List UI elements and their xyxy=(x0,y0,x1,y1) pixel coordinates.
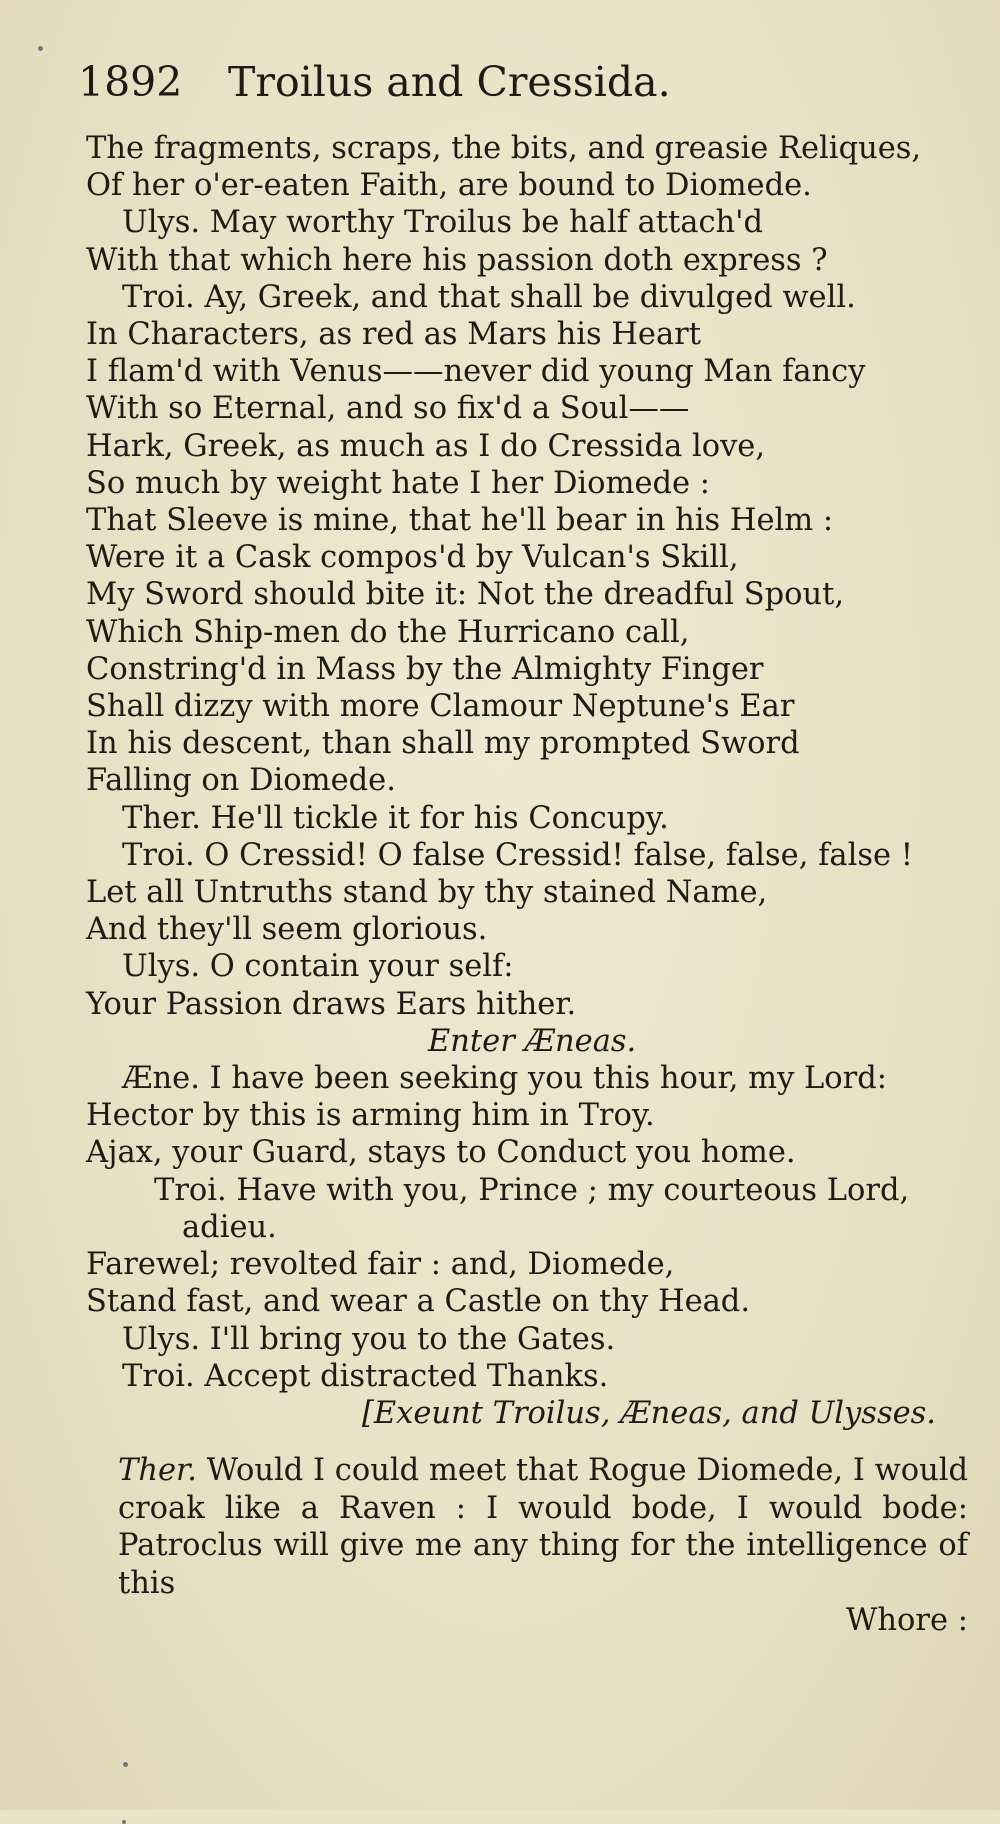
verse-line: I flam'd with Venus——never did young Man fancy xyxy=(86,354,866,390)
verse-line: Your Passion draws Ears hither. xyxy=(86,986,577,1022)
page-number: 1892 xyxy=(78,58,183,106)
verse-line: Troi. Have with you, Prince ; my courteous Lord, xyxy=(154,1172,910,1208)
verse-line: That Sleeve is mine, that he'll bear in his Helm : xyxy=(86,503,834,539)
running-header xyxy=(78,58,671,106)
verse-line: Troi. Ay, Greek, and that shall be divulged well. xyxy=(122,279,856,315)
verse-line: Æne. I have been seeking you this hour, my Lord: xyxy=(122,1061,888,1097)
verse-line: Troi. O Cressid! O false Cressid! false, false, false ! xyxy=(122,837,913,873)
verse-line: Farewel; revolted fair : and, Diomede, xyxy=(86,1247,675,1283)
verse-line: In Characters, as red as Mars his Heart xyxy=(86,317,701,353)
verse-line: Hark, Greek, as much as I do Cressida love, xyxy=(86,428,766,464)
verse-line: Constring'd in Mass by the Almighty Finger xyxy=(86,651,764,687)
verse-line: So much by weight hate I her Diomede : xyxy=(86,465,711,501)
verse-line: Ajax, your Guard, stays to Conduct you home. xyxy=(86,1135,796,1171)
verse-line: Of her o'er-eaten Faith, are bound to Diomede. xyxy=(86,168,812,204)
verse-line: With that which here his passion doth express ? xyxy=(86,242,828,278)
verse-line: Stand fast, and wear a Castle on thy Head. xyxy=(86,1284,751,1320)
prose-speech xyxy=(118,1452,968,1640)
prose-speaker: Ther. xyxy=(118,1453,197,1488)
verse-line: adieu. xyxy=(182,1209,277,1245)
ink-speck xyxy=(38,46,43,51)
verse-line: Ulys. I'll bring you to the Gates. xyxy=(122,1321,616,1357)
verse-line: The fragments, scraps, the bits, and greasie Reliques, xyxy=(86,131,922,166)
stage-direction: [Exeunt Troilus, Æneas, and Ulysses. xyxy=(361,1395,936,1431)
verse-line: And they'll seem glorious. xyxy=(86,912,488,948)
verse-line: Ther. He'll tickle it for his Concupy. xyxy=(122,800,669,836)
stage-direction: Enter Æneas. xyxy=(428,1023,637,1059)
ink-speck xyxy=(122,1820,126,1824)
verse-line: My Sword should bite it: Not the dreadful Spout, xyxy=(86,577,845,613)
verse-text xyxy=(86,130,966,1432)
verse-line: Troi. Accept distracted Thanks. xyxy=(122,1358,609,1394)
verse-line: With so Eternal, and so fix'd a Soul—— xyxy=(86,391,690,427)
verse-line: Hector by this is arming him in Troy. xyxy=(86,1098,655,1134)
prose-text: Would I could meet that Rogue Diomede, I would croak like a Raven : I would bode, I would bode: Patroclus will give me any thing for the intelligence of this xyxy=(118,1453,969,1601)
verse-line: Were it a Cask compos'd by Vulcan's Skill, xyxy=(86,540,739,576)
running-title: Troilus and Cressida. xyxy=(228,58,671,106)
verse-line: Ulys. O contain your self: xyxy=(122,949,514,985)
verse-line: Falling on Diomede. xyxy=(86,763,396,799)
verse-line: Ulys. May worthy Troilus be half attach'd xyxy=(122,205,764,241)
verse-line: Which Ship-men do the Hurricano call, xyxy=(86,614,690,650)
verse-line: In his descent, than shall my prompted Sword xyxy=(86,726,800,762)
ink-speck xyxy=(123,1762,128,1767)
verse-line: Let all Untruths stand by thy stained Name, xyxy=(86,875,768,911)
catchword: Whore : xyxy=(846,1603,968,1638)
verse-line: Shall dizzy with more Clamour Neptune's Ear xyxy=(86,689,795,725)
